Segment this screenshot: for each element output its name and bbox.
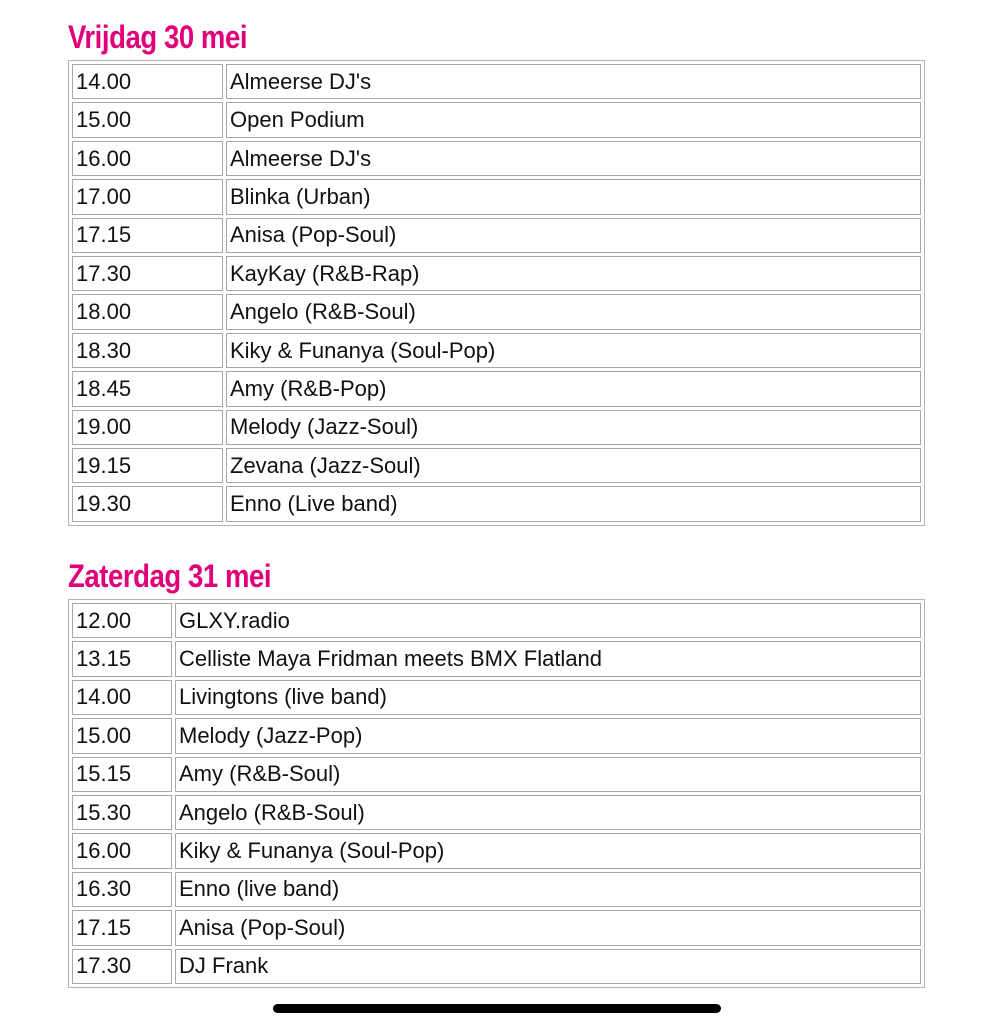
- schedule-row: [72, 486, 921, 522]
- time-cell: 15.00: [72, 102, 223, 137]
- time-cell: 12.00: [72, 603, 172, 638]
- schedule-row: [72, 910, 921, 945]
- act-cell: KayKay (R&B-Rap): [226, 256, 921, 291]
- schedule-row: [72, 949, 921, 984]
- day-heading-saturday: Zaterdag 31 mei: [68, 558, 272, 594]
- time-cell: 14.00: [72, 64, 223, 99]
- time-cell: 15.15: [72, 757, 172, 792]
- schedule-row: [72, 680, 921, 715]
- schedule-row: [72, 757, 921, 792]
- act-cell: Amy (R&B-Pop): [226, 371, 921, 406]
- time-cell: 17.15: [72, 218, 223, 253]
- schedule-row: [72, 64, 921, 99]
- act-cell: Amy (R&B-Soul): [175, 757, 921, 792]
- schedule-row: [72, 371, 921, 406]
- time-cell: 14.00: [72, 680, 172, 715]
- time-cell: 19.15: [72, 448, 223, 483]
- act-cell: Livingtons (live band): [175, 680, 921, 715]
- schedule-row: [72, 641, 921, 676]
- schedule-table-saturday: [68, 599, 925, 988]
- time-cell: 18.30: [72, 333, 223, 368]
- time-cell: 18.00: [72, 294, 223, 329]
- schedule-row: [72, 218, 921, 253]
- home-indicator-bar[interactable]: [273, 1004, 721, 1013]
- act-cell: Angelo (R&B-Soul): [175, 795, 921, 830]
- time-cell: 16.00: [72, 141, 223, 176]
- act-cell: Zevana (Jazz-Soul): [226, 448, 921, 483]
- time-cell: 17.30: [72, 256, 223, 291]
- schedule-row: [72, 833, 921, 868]
- act-cell: Anisa (Pop-Soul): [226, 218, 921, 253]
- act-cell: Angelo (R&B-Soul): [226, 294, 921, 329]
- schedule-row: [72, 333, 921, 368]
- act-cell: Melody (Jazz-Pop): [175, 718, 921, 753]
- schedule-row: [72, 603, 921, 638]
- time-cell: 15.30: [72, 795, 172, 830]
- act-cell: GLXY.radio: [175, 603, 921, 638]
- act-cell: Open Podium: [226, 102, 921, 137]
- schedule-row: [72, 718, 921, 753]
- act-cell: Celliste Maya Fridman meets BMX Flatland: [175, 641, 921, 676]
- time-cell: 13.15: [72, 641, 172, 676]
- act-cell: DJ Frank: [175, 949, 921, 984]
- schedule-row: [72, 141, 921, 176]
- schedule-row: [72, 294, 921, 329]
- schedule-row: [72, 872, 921, 907]
- act-cell: Kiky & Funanya (Soul-Pop): [175, 833, 921, 868]
- schedule-row: [72, 448, 921, 483]
- act-cell: Anisa (Pop-Soul): [175, 910, 921, 945]
- act-cell: Enno (Live band): [226, 486, 921, 522]
- act-cell: Melody (Jazz-Soul): [226, 410, 921, 445]
- act-cell: Almeerse DJ's: [226, 64, 921, 99]
- schedule-table-friday: [68, 60, 925, 526]
- time-cell: 17.30: [72, 949, 172, 984]
- time-cell: 19.30: [72, 486, 223, 522]
- time-cell: 17.00: [72, 179, 223, 214]
- schedule-row: [72, 256, 921, 291]
- time-cell: 15.00: [72, 718, 172, 753]
- act-cell: Almeerse DJ's: [226, 141, 921, 176]
- time-cell: 19.00: [72, 410, 223, 445]
- time-cell: 18.45: [72, 371, 223, 406]
- act-cell: Kiky & Funanya (Soul-Pop): [226, 333, 921, 368]
- schedule-row: [72, 102, 921, 137]
- schedule-row: [72, 410, 921, 445]
- time-cell: 17.15: [72, 910, 172, 945]
- act-cell: Enno (live band): [175, 872, 921, 907]
- time-cell: 16.00: [72, 833, 172, 868]
- act-cell: Blinka (Urban): [226, 179, 921, 214]
- day-heading-friday: Vrijdag 30 mei: [68, 19, 248, 55]
- schedule-row: [72, 179, 921, 214]
- schedule-row: [72, 795, 921, 830]
- time-cell: 16.30: [72, 872, 172, 907]
